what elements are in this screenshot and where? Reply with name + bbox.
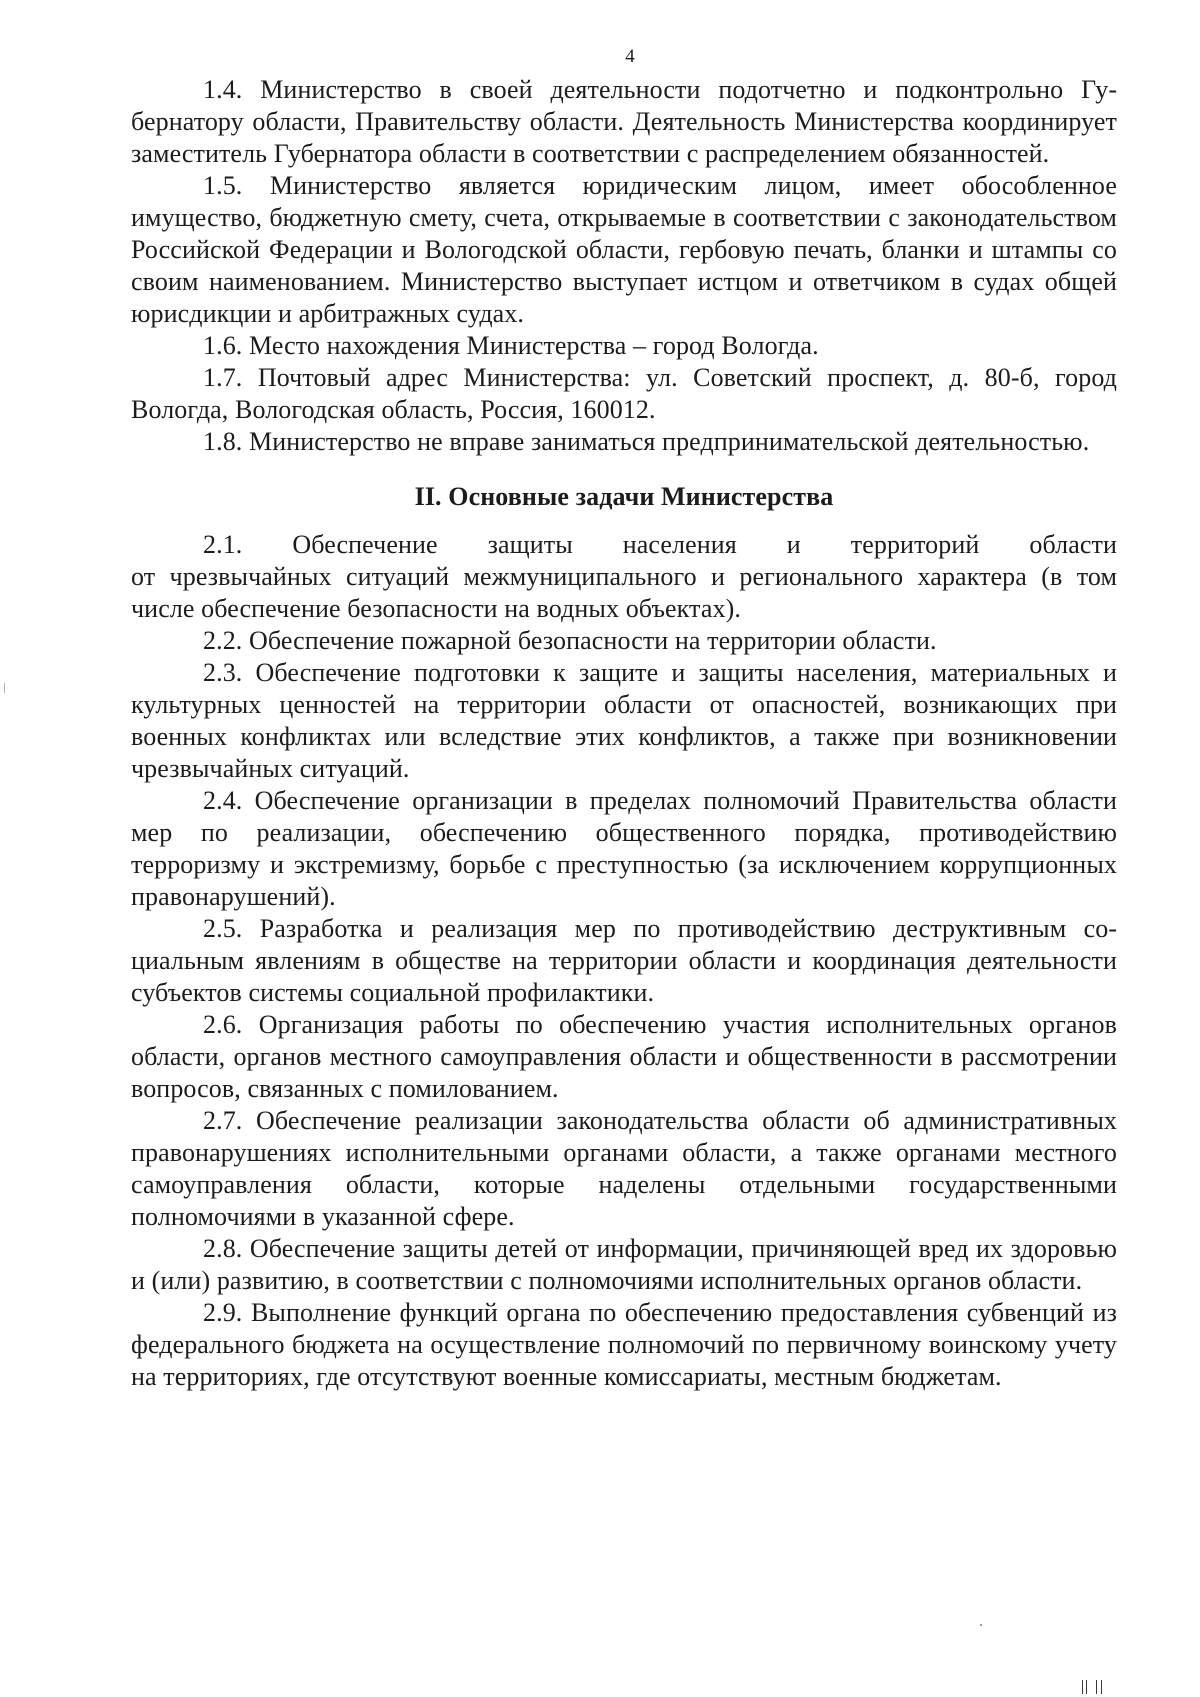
paragraph-2-3: 2.3. Обеспечение подготовки к защите и защиты населения, материальных и культурных ценностей на территории области от опасностей, возникающих при военных конфликтах или вследствие этих конфликтов, а также при возникновении чрезвычайных ситуаций. (131, 658, 1117, 783)
document-body (131, 74, 1117, 1393)
paragraph-2-6: 2.6. Организация работы по обеспечению участия исполнительных органов области, органов местного самоуправления области и общественности в рассмотрении вопросов, связанных с помилованием. (131, 1010, 1117, 1103)
paragraph-1-8: 1.8. Министерство не вправе заниматься предпринимательской деятельностью. (203, 427, 1090, 456)
scan-artifact (1082, 1680, 1083, 1694)
paragraph-1-7: 1.7. Почтовый адрес Министерства: ул. Советский проспект, д. 80-б, город Вологда, Вологодская область, Россия, 160012. (131, 363, 1117, 424)
paragraph-2-8: 2.8. Обеспечение защиты детей от информации, причиняющей вред их здоровью и (или) развитию, в соответствии с полномочиями исполнительных органов области. (131, 1234, 1117, 1295)
section-heading: II. Основные задачи Министерства (414, 482, 834, 511)
scan-artifact (980, 1624, 982, 1626)
paragraph-1-6: 1.6. Место нахождения Министерства – город Вологда. (203, 331, 819, 360)
paragraph-2-2: 2.2. Обеспечение пожарной безопасности на территории области. (203, 626, 937, 655)
paragraph-2-1: от чрезвычайных ситуаций межмуниципального и регионального характера (в том числе обеспечение безопасности на водных объектах). (131, 562, 1117, 623)
paragraph-2-1-lead: 2.1. Обеспечение защиты населения и территорий области (203, 530, 1117, 559)
scan-artifact (1086, 1680, 1087, 1694)
scan-artifact (1096, 1680, 1097, 1694)
page-number: 4 (625, 46, 635, 67)
paragraph-2-7: 2.7. Обеспечение реализации законодательства области об административных правонарушениях исполнительными органами области, а также органами местного самоуправления области, которые наделены отдельными государственными полномочиями в указанной сфере. (131, 1106, 1117, 1231)
paragraph-1-4: 1.4. Министерство в своей деятельности подотчетно и подконтрольно Губернатору области, Правительству области. Деятельность Министерства координирует заместитель Губернатора области в соответствии с распределением обязанностей. (131, 75, 1117, 168)
scan-artifact (1101, 1680, 1102, 1694)
scan-artifact (4, 683, 5, 693)
paragraph-2-4: 2.4. Обеспечение организации в пределах полномочий Правительства области мер по реализации, обеспечению общественного порядка, противодействию терроризму и экстремизму, борьбе с преступностью (за исключением коррупционных правонарушений). (131, 786, 1117, 911)
paragraph-1-5: 1.5. Министерство является юридическим лицом, имеет обособленное имущество, бюджетную смету, счета, открываемые в соответствии с законодательством Российской Федерации и Вологодской области, гербовую печать, бланки и штампы со своим наименованием. Министерство выступает истцом и ответчиком в судах общей юрисдикции и арбитражных судах. (131, 171, 1117, 328)
paragraph-2-5: 2.5. Разработка и реализация мер по противодействию деструктивным социальным явлениям в обществе на территории области и координация деятельности субъектов системы социальной профилактики. (131, 914, 1117, 1007)
paragraph-2-9: 2.9. Выполнение функций органа по обеспечению предоставления субвенций из федерального бюджета на осуществление полномочий по первичному воинскому учету на территориях, где отсутствуют военные комиссариаты, местным бюджетам. (131, 1298, 1117, 1391)
